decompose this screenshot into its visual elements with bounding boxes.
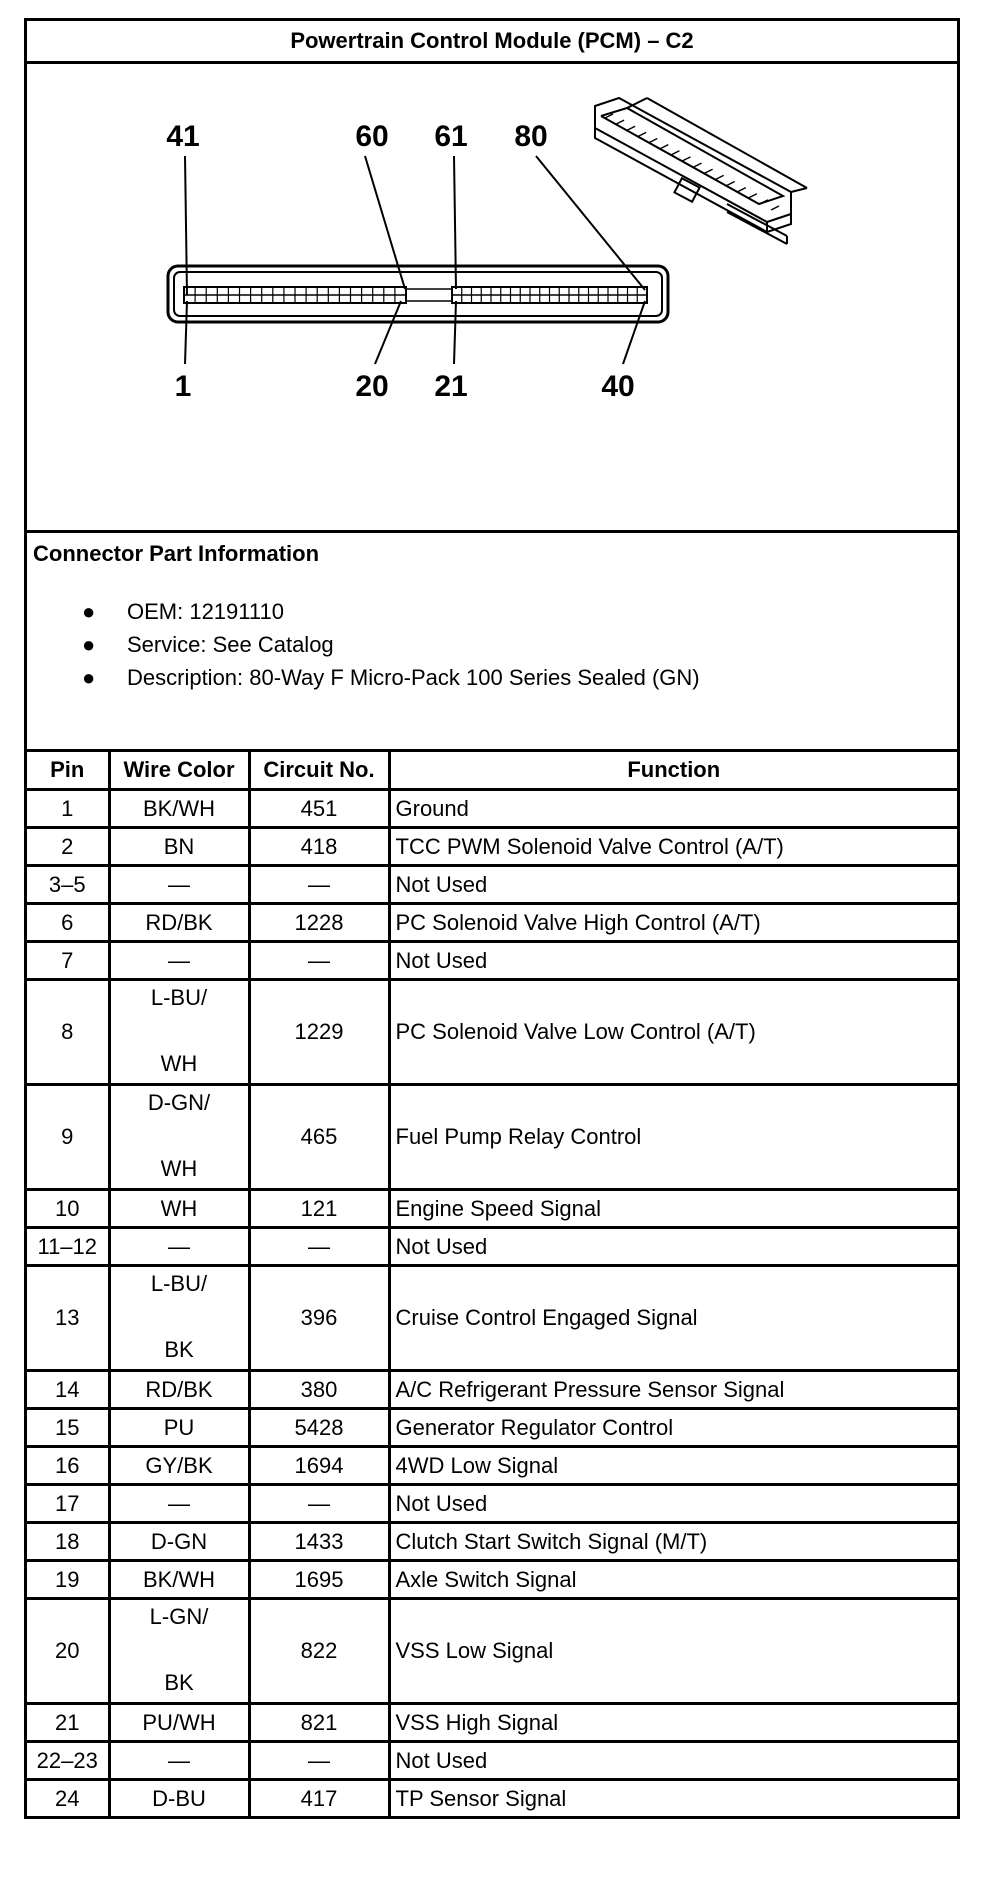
circuit-cell: 1694 (249, 1447, 389, 1485)
circuit-cell: — (249, 1485, 389, 1523)
function-cell: Fuel Pump Relay Control (389, 1085, 957, 1190)
header-circuit-no: Circuit No. (249, 752, 389, 790)
circuit-cell: 396 (249, 1266, 389, 1371)
page-title: Powertrain Control Module (PCM) – C2 (27, 21, 957, 64)
wire-cell: — (109, 1485, 249, 1523)
table-row (27, 790, 957, 828)
header-wire-color: Wire Color (109, 752, 249, 790)
function-cell: VSS High Signal (389, 1704, 957, 1742)
function-cell: Clutch Start Switch Signal (M/T) (389, 1523, 957, 1561)
info-item-description (27, 661, 700, 694)
circuit-cell: 5428 (249, 1409, 389, 1447)
perspective-rib (727, 181, 735, 185)
pin-label-1: 1 (174, 370, 192, 403)
function-cell: PC Solenoid Valve High Control (A/T) (389, 904, 957, 942)
wire-cell: — (109, 866, 249, 904)
table-row (27, 1780, 957, 1817)
header-pin: Pin (27, 752, 109, 790)
pin-label-60: 60 (355, 120, 389, 153)
wire-cell: — (109, 1228, 249, 1266)
wire-cell (109, 1266, 249, 1371)
circuit-cell: 822 (249, 1599, 389, 1704)
pin-label-21: 21 (434, 370, 468, 403)
circuit-cell: 418 (249, 828, 389, 866)
pin-cell: 2 (27, 828, 109, 866)
function-cell: Axle Switch Signal (389, 1561, 957, 1599)
info-item-service (27, 628, 700, 661)
table-row (27, 828, 957, 866)
circuit-cell: 121 (249, 1190, 389, 1228)
table-row (27, 1561, 957, 1599)
wire-cell: BK/WH (109, 790, 249, 828)
pin-cell: 11–12 (27, 1228, 109, 1266)
wire-color-bottom: BK (164, 1670, 194, 1695)
pin-cell: 19 (27, 1561, 109, 1599)
info-item-oem (27, 595, 700, 628)
wire-color-bottom: BK (164, 1337, 194, 1362)
wire-cell: RD/BK (109, 1371, 249, 1409)
pin-cell: 7 (27, 942, 109, 980)
function-cell: Not Used (389, 866, 957, 904)
function-cell: Not Used (389, 1228, 957, 1266)
bullet-icon: ● (82, 632, 96, 657)
wire-color-bottom: WH (160, 1051, 198, 1076)
pinout-table (27, 752, 957, 1816)
perspective-rib (638, 132, 646, 136)
function-cell: Engine Speed Signal (389, 1190, 957, 1228)
circuit-cell: 465 (249, 1085, 389, 1190)
table-row (27, 1447, 957, 1485)
wire-cell: — (109, 1742, 249, 1780)
wire-cell: WH (109, 1190, 249, 1228)
pin-cell: 20 (27, 1599, 109, 1704)
table-row (27, 1523, 957, 1561)
perspective-rib (671, 151, 679, 155)
function-cell: Not Used (389, 942, 957, 980)
perspective-rib (716, 175, 724, 179)
wire-cell: RD/BK (109, 904, 249, 942)
connector-perspective-ribs (605, 114, 779, 210)
pin-label-40: 40 (601, 370, 635, 403)
pin-cell: 14 (27, 1371, 109, 1409)
circuit-cell: 417 (249, 1780, 389, 1817)
pin-cell: 18 (27, 1523, 109, 1561)
function-cell: 4WD Low Signal (389, 1447, 957, 1485)
table-row (27, 1485, 957, 1523)
wire-cell: D-BU (109, 1780, 249, 1817)
bullet-icon: ● (82, 665, 96, 690)
pin-cell: 21 (27, 1704, 109, 1742)
circuit-cell: — (249, 942, 389, 980)
table-row (27, 1228, 957, 1266)
info-heading: Connector Part Information (33, 541, 320, 566)
table-row (27, 1190, 957, 1228)
circuit-cell: 1433 (249, 1523, 389, 1561)
connector-part-info (27, 533, 957, 752)
circuit-cell: 1229 (249, 980, 389, 1085)
table-row (27, 942, 957, 980)
wire-cell: D-GN (109, 1523, 249, 1561)
circuit-cell: 451 (249, 790, 389, 828)
info-text: Service: See Catalog (127, 632, 334, 657)
pin-cell: 1 (27, 790, 109, 828)
pin-cell: 17 (27, 1485, 109, 1523)
perspective-rib (738, 188, 746, 192)
wire-color-top: L-BU/ (150, 985, 208, 1010)
function-cell: Generator Regulator Control (389, 1409, 957, 1447)
table-row (27, 980, 957, 1085)
perspective-rib (649, 139, 657, 143)
wire-color-top: L-GN/ (149, 1604, 209, 1629)
table-row (27, 866, 957, 904)
table-row (27, 1409, 957, 1447)
header-function: Function (389, 752, 957, 790)
table-row (27, 1599, 957, 1704)
function-cell: Not Used (389, 1742, 957, 1780)
pin-label-80: 80 (514, 120, 548, 153)
pin-cell: 3–5 (27, 866, 109, 904)
pin-cell: 22–23 (27, 1742, 109, 1780)
wire-cell: PU/WH (109, 1704, 249, 1742)
wire-cell: BK/WH (109, 1561, 249, 1599)
connector-diagram (27, 64, 957, 533)
wire-color-bottom: WH (160, 1156, 198, 1181)
perspective-rib (616, 120, 624, 124)
info-text: OEM: 12191110 (127, 599, 284, 624)
circuit-cell: 1695 (249, 1561, 389, 1599)
wire-cell (109, 980, 249, 1085)
function-cell: A/C Refrigerant Pressure Sensor Signal (389, 1371, 957, 1409)
pin-cell: 8 (27, 980, 109, 1085)
function-cell: VSS Low Signal (389, 1599, 957, 1704)
wire-cell: BN (109, 828, 249, 866)
pin-cell: 9 (27, 1085, 109, 1190)
wire-cell: — (109, 942, 249, 980)
pin-label-41: 41 (166, 120, 200, 153)
circuit-cell: — (249, 866, 389, 904)
function-cell: TP Sensor Signal (389, 1780, 957, 1817)
perspective-rib (705, 169, 713, 173)
table-row (27, 1085, 957, 1190)
connector-drawing (27, 64, 957, 530)
bullet-icon: ● (82, 599, 96, 624)
circuit-cell: 380 (249, 1371, 389, 1409)
leader-lines (185, 156, 645, 364)
function-cell: Not Used (389, 1485, 957, 1523)
pin-cell: 13 (27, 1266, 109, 1371)
circuit-cell: — (249, 1742, 389, 1780)
pin-cell: 24 (27, 1780, 109, 1817)
wire-cell (109, 1085, 249, 1190)
info-list (27, 595, 700, 694)
function-cell: TCC PWM Solenoid Valve Control (A/T) (389, 828, 957, 866)
pin-cell: 10 (27, 1190, 109, 1228)
perspective-rib (660, 145, 668, 149)
function-cell: Ground (389, 790, 957, 828)
connector-perspective-icon (595, 98, 807, 244)
pin-label-20: 20 (355, 370, 389, 403)
circuit-cell: — (249, 1228, 389, 1266)
pin-cell: 16 (27, 1447, 109, 1485)
wire-cell (109, 1599, 249, 1704)
wire-cell: PU (109, 1409, 249, 1447)
connector-sheet (24, 18, 960, 1819)
pin-cell: 15 (27, 1409, 109, 1447)
table-row (27, 1266, 957, 1371)
wire-color-top: L-BU/ (150, 1271, 208, 1296)
wire-cell: GY/BK (109, 1447, 249, 1485)
function-cell: PC Solenoid Valve Low Control (A/T) (389, 980, 957, 1085)
table-header-row (27, 752, 957, 790)
connector-face (168, 266, 668, 322)
table-row (27, 1371, 957, 1409)
perspective-rib (749, 194, 757, 198)
perspective-rib (771, 206, 779, 210)
wire-color-top: D-GN/ (147, 1090, 211, 1115)
pin-label-61: 61 (434, 120, 468, 153)
pin-cell: 6 (27, 904, 109, 942)
circuit-cell: 821 (249, 1704, 389, 1742)
perspective-rib (694, 163, 702, 167)
perspective-rib (682, 157, 690, 161)
perspective-rib (627, 126, 635, 130)
circuit-cell: 1228 (249, 904, 389, 942)
table-row (27, 904, 957, 942)
info-text: Description: 80-Way F Micro-Pack 100 Series Sealed (GN) (127, 665, 700, 690)
function-cell: Cruise Control Engaged Signal (389, 1266, 957, 1371)
table-row (27, 1704, 957, 1742)
table-row (27, 1742, 957, 1780)
